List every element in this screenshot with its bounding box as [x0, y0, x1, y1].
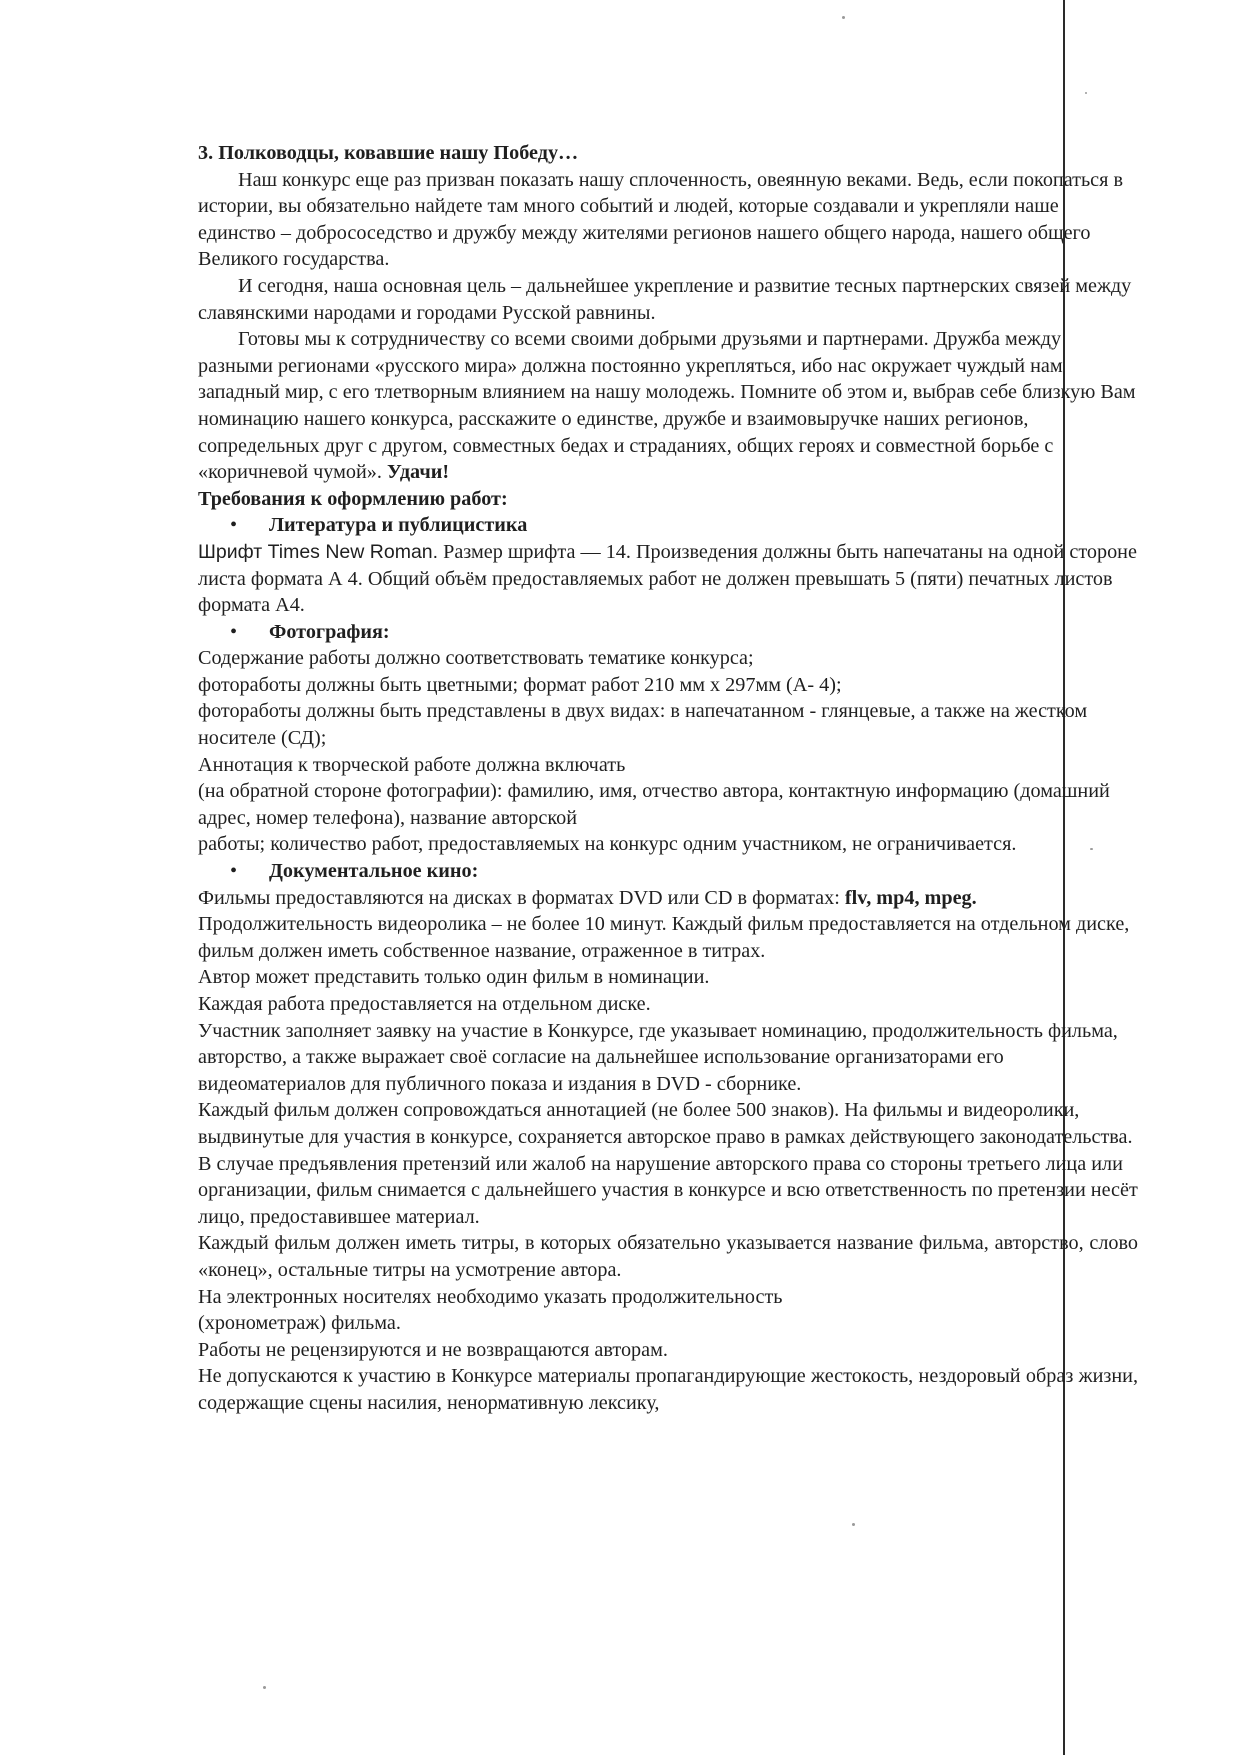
literature-body: Размер шрифта — 14. Произведения должны быть напечатаны на одной стороне листа формата А 4. Общий объём предоставляемых работ не должен превышать 5 (пяти) печатных листов формата А4.	[198, 540, 1137, 617]
photo-line-4: Аннотация к творческой работе должна включать	[198, 753, 626, 776]
film-formats-text: Фильмы предоставляются на дисках в форматах DVD или CD в форматах:	[198, 886, 840, 909]
intro-paragraph-1: Наш конкурс еще раз призван показать нашу сплоченность, овеянную веками. Ведь, если покопаться в истории, вы обязательно найдете там много событий и людей, которые создавали и укрепляли наше единство – добрососедство и дружбу между жителями регионов нашего общего народа, нашего общего Великого государства.	[198, 168, 1124, 271]
requirements-heading: Требования к оформлению работ:	[198, 487, 508, 510]
photo-line-5: (на обратной стороне фотографии): фамилию, имя, отчество автора, контактную информацию (домашний адрес, номер телефона), название авторской	[198, 780, 1110, 829]
photo-line-3: фотоработы должны быть представлены в двух видах: в напечатанном - глянцевые, а также на жестком носителе (СД);	[198, 700, 1088, 750]
photo-line-2: фотоработы должны быть цветными; формат работ 210 мм х 297мм (А- 4);	[198, 673, 842, 696]
film-line-9: На электронных носителях необходимо указать продолжительность	[198, 1285, 783, 1308]
film-line-11: Работы не рецензируются и не возвращаются авторам.	[198, 1338, 668, 1361]
bullet-icon: •	[230, 860, 238, 883]
film-line-10: (хронометраж) фильма.	[198, 1312, 401, 1335]
scan-speck	[842, 16, 845, 19]
bullet-icon: •	[230, 620, 238, 643]
intro-paragraph-3	[198, 326, 1138, 486]
film-line-4: Каждая работа предоставляется на отдельном диске.	[198, 993, 651, 1015]
intro-paragraph-2: И сегодня, наша основная цель – дальнейшее укрепление и развитие тесных партнерских связей между славянскими народами и городами Русской равнины.	[198, 274, 1132, 324]
document-body	[198, 140, 1138, 1417]
scan-speck	[263, 1686, 266, 1689]
photo-line-1: Содержание работы должно соответствовать тематике конкурса;	[198, 647, 754, 670]
bullet-icon: •	[230, 514, 238, 537]
scan-speck	[1085, 92, 1087, 94]
literature-font-note: Шрифт Times New Roman.	[198, 540, 439, 563]
photo-line-6: работы; количество работ, предоставляемых на конкурс одним участником, не ограничивается.	[198, 833, 1017, 856]
film-line-12: Не допускаются к участию в Конкурсе материалы пропагандирующие жестокость, нездоровый образ жизни, содержащие сцены насилия, ненормативную лексику,	[198, 1365, 1138, 1414]
literature-text	[198, 539, 1138, 619]
film-line-8: Каждый фильм должен иметь титры, в которых обязательно указывается название фильма, авторство, слово «конец», остальные титры на усмотрение автора.	[198, 1232, 1138, 1281]
film-line-2: Продолжительность видеоролика – не более 10 минут. Каждый фильм предоставляется на отдельном диске, фильм должен иметь собственное название, отраженное в титрах.	[198, 913, 1130, 962]
photo-title: Фотография:	[269, 620, 390, 643]
film-formats-list: flv, mp4, mpeg.	[844, 886, 977, 909]
film-line-1	[198, 885, 1138, 912]
bullet-film	[198, 858, 1138, 885]
good-luck-text: Удачи!	[386, 461, 450, 484]
bullet-photo	[198, 619, 1138, 646]
intro-paragraph-3-text: Готовы мы к сотрудничеству со всеми своими добрыми друзьями и партнерами. Дружба между разными регионами «русского мира» должна постоянно укрепляться, ибо нас окружает чуждый нам западный мир, с его тлетворным влиянием на нашу молодежь. Помните об этом и, выбрав себе близкую Вам номинацию нашего конкурса, расскажите о единстве, дружбе и взаимовыручке наших регионов, сопредельных друг с другом, совместных бедах и страданиях, общих героях и совместной борьбе с «коричневой чумой».	[198, 328, 1136, 484]
literature-title: Литература и публицистика	[269, 514, 528, 537]
film-line-3: Автор может представить только один фильм в номинации.	[198, 966, 710, 989]
film-line-7: В случае предъявления претензий или жалоб на нарушение авторского права со стороны третьего лица или организации, фильм снимается с дальнейшего участия в конкурсе и всю ответственность по претензии несёт лицо, предоставившее материал.	[198, 1152, 1138, 1228]
bullet-literature	[198, 512, 1138, 539]
scan-speck	[852, 1523, 855, 1526]
section-heading: 3. Полководцы, ковавшие нашу Победу…	[198, 142, 579, 164]
film-line-5: Участник заполняет заявку на участие в Конкурсе, где указывает номинацию, продолжительность фильма, авторство, а также выражает своё согласие на дальнейшее использование организаторами его видеоматериалов для публичного показа и издания в DVD - сборнике.	[198, 1019, 1118, 1095]
film-title: Документальное кино:	[269, 860, 479, 883]
film-line-6: Каждый фильм должен сопровождаться аннотацией (не более 500 знаков). На фильмы и видеоролики, выдвинутые для участия в конкурсе, сохраняется авторское право в рамках действующего законодательства.	[198, 1099, 1133, 1148]
